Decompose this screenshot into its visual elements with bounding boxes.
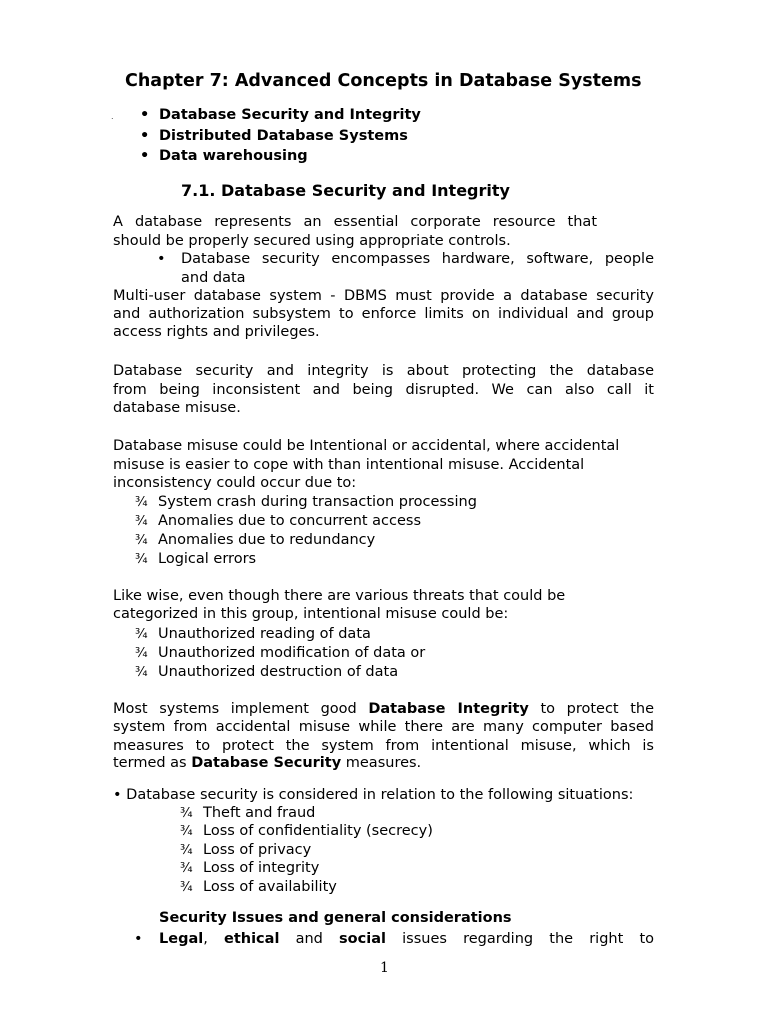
tick-marker: ¾ bbox=[135, 646, 148, 661]
list-item: Loss of privacy bbox=[203, 842, 312, 858]
tick-marker: ¾ bbox=[180, 861, 193, 876]
paragraph-line: Multi-user database system - DBMS must provide a database security bbox=[113, 288, 654, 304]
bullet-marker: • bbox=[134, 931, 143, 947]
bold-term: Database Integrity bbox=[368, 701, 529, 717]
list-item: Unauthorized modification of data or bbox=[158, 645, 426, 661]
bold-term: Legal bbox=[159, 931, 204, 947]
toc-item-label: Data warehousing bbox=[159, 148, 308, 164]
list-item: Anomalies due to redundancy bbox=[158, 532, 376, 548]
paragraph-line: database misuse. bbox=[113, 400, 241, 416]
chapter-title: Chapter 7: Advanced Concepts in Database Systems bbox=[125, 71, 642, 91]
tick-marker: ¾ bbox=[180, 824, 193, 839]
toc-item: • bbox=[140, 148, 150, 164]
bullet-text-line: Legal, ethical and social issues regarding the right to bbox=[159, 931, 655, 947]
paragraph-line: A database represents an essential corporate resource that bbox=[113, 214, 597, 230]
list-item: Theft and fraud bbox=[203, 805, 316, 821]
section-heading: 7.1. Database Security and Integrity bbox=[181, 181, 510, 200]
list-item: Loss of confidentiality (secrecy) bbox=[203, 823, 433, 839]
list-item: System crash during transaction processing bbox=[158, 494, 477, 510]
toc-item-label: Distributed Database Systems bbox=[159, 128, 408, 144]
paragraph-line: misuse is easier to cope with than intentional misuse. Accidental bbox=[113, 457, 585, 473]
tick-marker: ¾ bbox=[180, 806, 193, 821]
paragraph-line: should be properly secured using appropriate controls. bbox=[113, 233, 511, 249]
paragraph-line: termed as Database Security measures. bbox=[113, 755, 422, 771]
list-item: Logical errors bbox=[158, 551, 257, 567]
list-item: Unauthorized destruction of data bbox=[158, 664, 399, 680]
page-number: 1 bbox=[380, 960, 389, 976]
paragraph-line: Like wise, even though there are various threats that could be bbox=[113, 588, 566, 604]
bold-term: ethical bbox=[224, 931, 280, 947]
paragraph-line: measures to protect the system from intentional misuse, which is bbox=[113, 738, 654, 754]
paragraph-line: Database misuse could be Intentional or accidental, where accidental bbox=[113, 438, 620, 454]
bullet-marker: • bbox=[157, 251, 166, 267]
subheading: Security Issues and general considerations bbox=[159, 910, 512, 926]
paragraph-line: Most systems implement good Database Integrity to protect the bbox=[113, 701, 654, 717]
tick-marker: ¾ bbox=[135, 552, 148, 567]
paragraph-line: access rights and privileges. bbox=[113, 324, 320, 340]
paragraph-line: Database security and integrity is about protecting the database bbox=[113, 363, 654, 379]
paragraph-line: inconsistency could occur due to: bbox=[113, 475, 357, 491]
tick-marker: ¾ bbox=[135, 514, 148, 529]
list-item: Unauthorized reading of data bbox=[158, 626, 371, 642]
toc-item: • bbox=[140, 107, 150, 123]
paragraph-line: from being inconsistent and being disrupted. We can also call it bbox=[113, 382, 654, 398]
toc-item-label: Database Security and Integrity bbox=[159, 107, 421, 123]
tick-marker: ¾ bbox=[135, 495, 148, 510]
tick-marker: ¾ bbox=[180, 843, 193, 858]
list-item: Anomalies due to concurrent access bbox=[158, 513, 422, 529]
bullet-text-line: Database security encompasses hardware, software, people bbox=[181, 251, 654, 267]
paragraph-line: system from accidental misuse while there are many computer based bbox=[113, 719, 654, 735]
bold-term: social bbox=[339, 931, 386, 947]
paragraph-line: categorized in this group, intentional misuse could be: bbox=[113, 606, 509, 622]
situations-intro: • Database security is considered in relation to the following situations: bbox=[113, 787, 634, 803]
tick-marker: ¾ bbox=[135, 627, 148, 642]
tick-marker: ¾ bbox=[180, 880, 193, 895]
list-item: Loss of availability bbox=[203, 879, 337, 895]
bullet-text-line: and data bbox=[181, 270, 246, 286]
bold-term: Database Security bbox=[191, 755, 342, 771]
list-item: Loss of integrity bbox=[203, 860, 320, 876]
toc-item: • bbox=[140, 128, 150, 144]
tick-marker: ¾ bbox=[135, 665, 148, 680]
stray-mark: . bbox=[111, 112, 114, 121]
tick-marker: ¾ bbox=[135, 533, 148, 548]
paragraph-line: and authorization subsystem to enforce limits on individual and group bbox=[113, 306, 654, 322]
